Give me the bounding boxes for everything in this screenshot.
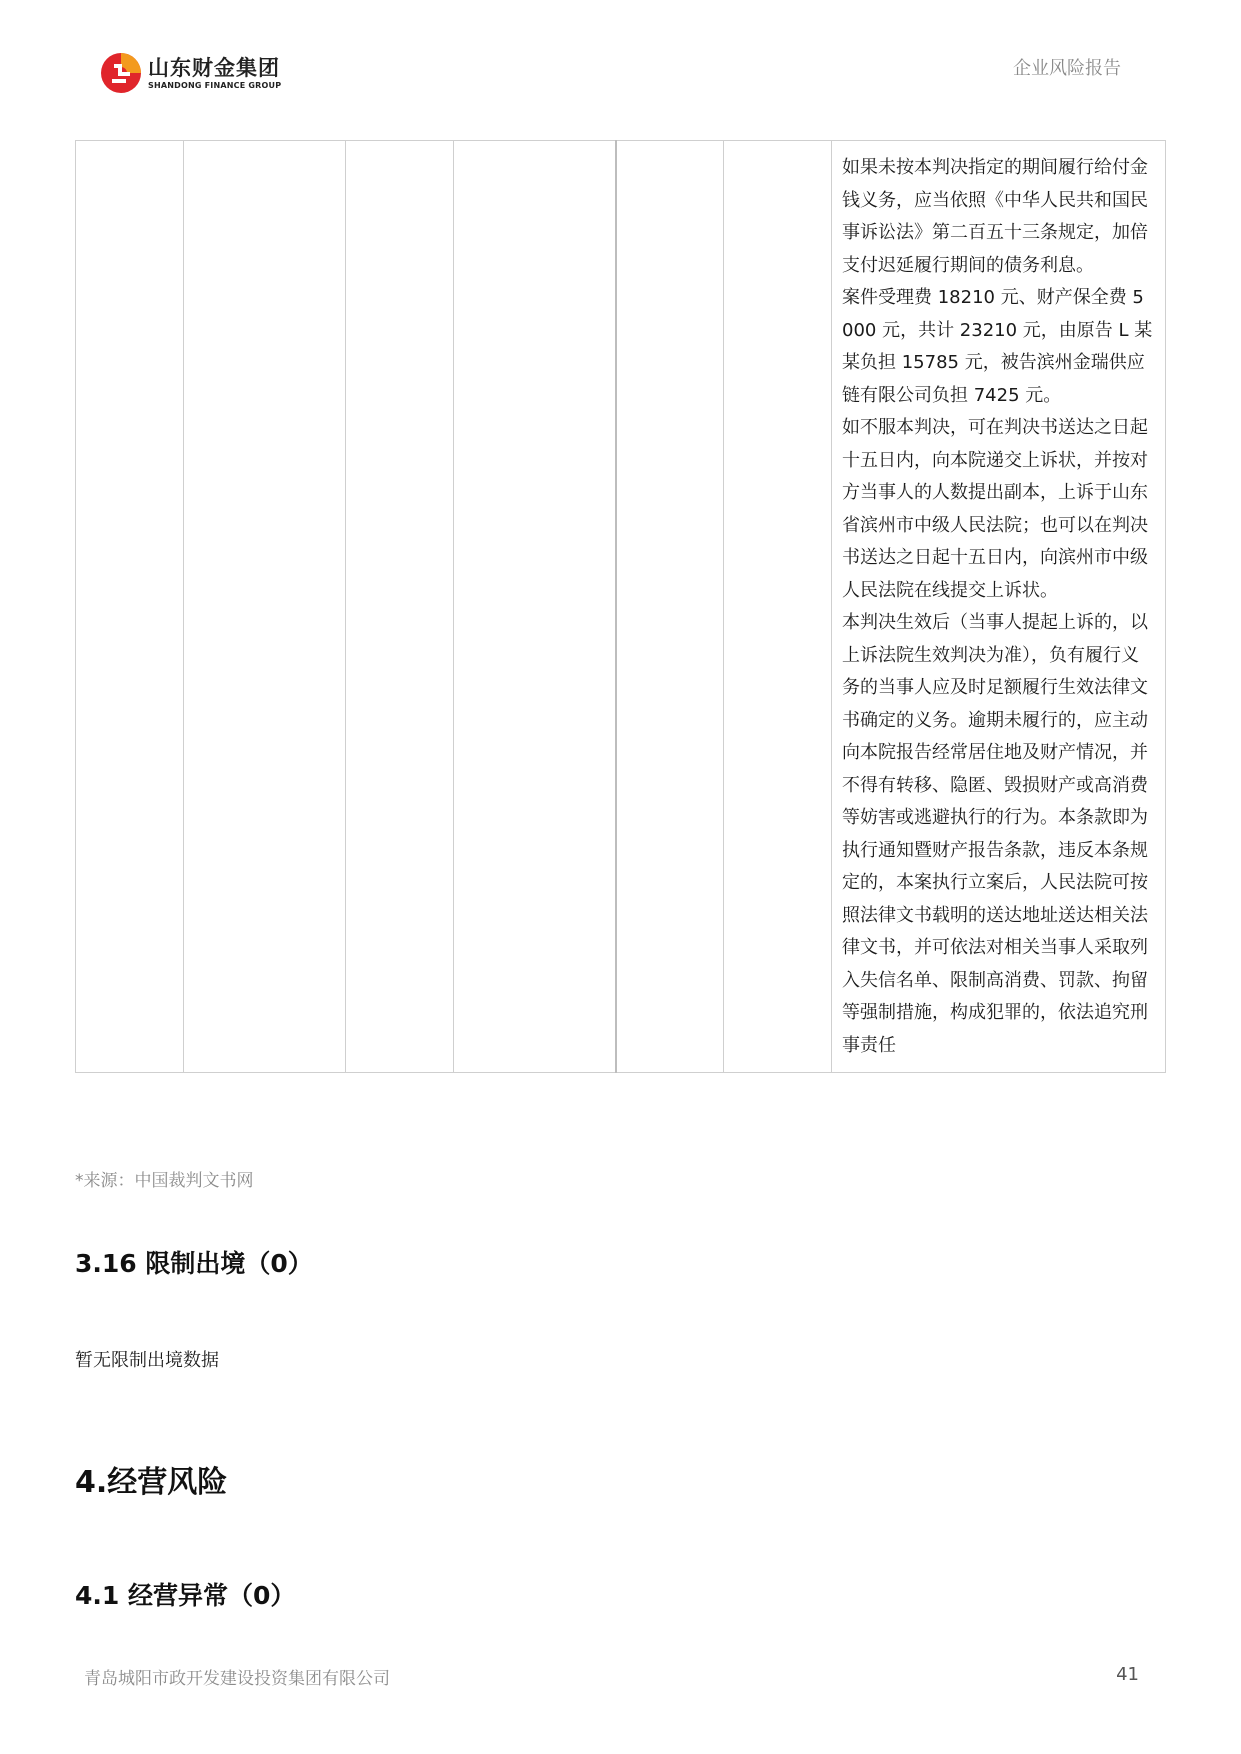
judgment-result-cell	[832, 141, 1166, 1073]
page-header	[0, 0, 1241, 120]
report-type-label: 企业风险报告	[1013, 58, 1121, 79]
section-title-exit-restriction: 3.16 限制出境（0）	[75, 1249, 313, 1278]
logo-mark-icon	[100, 52, 142, 94]
table-cell-5	[616, 141, 724, 1073]
exit-restriction-empty-note: 暂无限制出境数据	[75, 1350, 219, 1371]
judgment-table	[75, 140, 1166, 1073]
logo-text	[148, 56, 281, 91]
judgment-paragraph: 如果未按本判决指定的期间履行给付金钱义务，应当依照《中华人民共和国民事诉讼法》第二百五十三条规定，加倍支付迟延履行期间的债务利息。	[842, 157, 1148, 276]
logo-chinese-name: 山东财金集团	[148, 55, 280, 80]
judgment-paragraph: 案件受理费 18210 元、财产保全费 5000 元，共计 23210 元，由原告 L 某某负担 15785 元，被告滨州金瑞供应链有限公司负担 7425 元。	[842, 287, 1153, 406]
table-cell-6	[724, 141, 832, 1073]
section-title-abnormal-operation: 4.1 经营异常（0）	[75, 1581, 296, 1610]
logo-english-name: SHANDONG FINANCE GROUP	[148, 80, 282, 90]
table-cell-3	[346, 141, 454, 1073]
table-cell-1	[76, 141, 184, 1073]
table-cell-2	[184, 141, 346, 1073]
source-note: *来源：中国裁判文书网	[75, 1171, 254, 1191]
judgment-paragraph: 本判决生效后（当事人提起上诉的，以上诉法院生效判决为准），负有履行义务的当事人应及时足额履行生效法律文书确定的义务。逾期未履行的，应主动向本院报告经常居住地及财产情况，并不得有转移、隐匿、毁损财产或高消费等妨害或逃避执行的行为。本条款即为执行通知暨财产报告条款，违反本条规定的，本案执行立案后，人民法院可按照法律文书载明的送达地址送达相关法律文书，并可依法对相关当事人采取列入失信名单、限制高消费、罚款、拘留等强制措施，构成犯罪的，依法追究刑事责任	[842, 612, 1148, 1056]
company-logo	[100, 52, 281, 94]
judgment-text	[832, 141, 1165, 1072]
table-cell-4	[454, 141, 616, 1073]
footer-company-name: 青岛城阳市政开发建设投资集团有限公司	[84, 1669, 390, 1689]
section-title-operating-risk: 4.经营风险	[75, 1465, 228, 1500]
page-number: 41	[1116, 1664, 1139, 1685]
table-row	[76, 141, 1166, 1073]
judgment-paragraph: 如不服本判决，可在判决书送达之日起十五日内，向本院递交上诉状，并按对方当事人的人数提出副本，上诉于山东省滨州市中级人民法院；也可以在判决书送达之日起十五日内，向滨州市中级人民法院在线提交上诉状。	[842, 417, 1148, 601]
